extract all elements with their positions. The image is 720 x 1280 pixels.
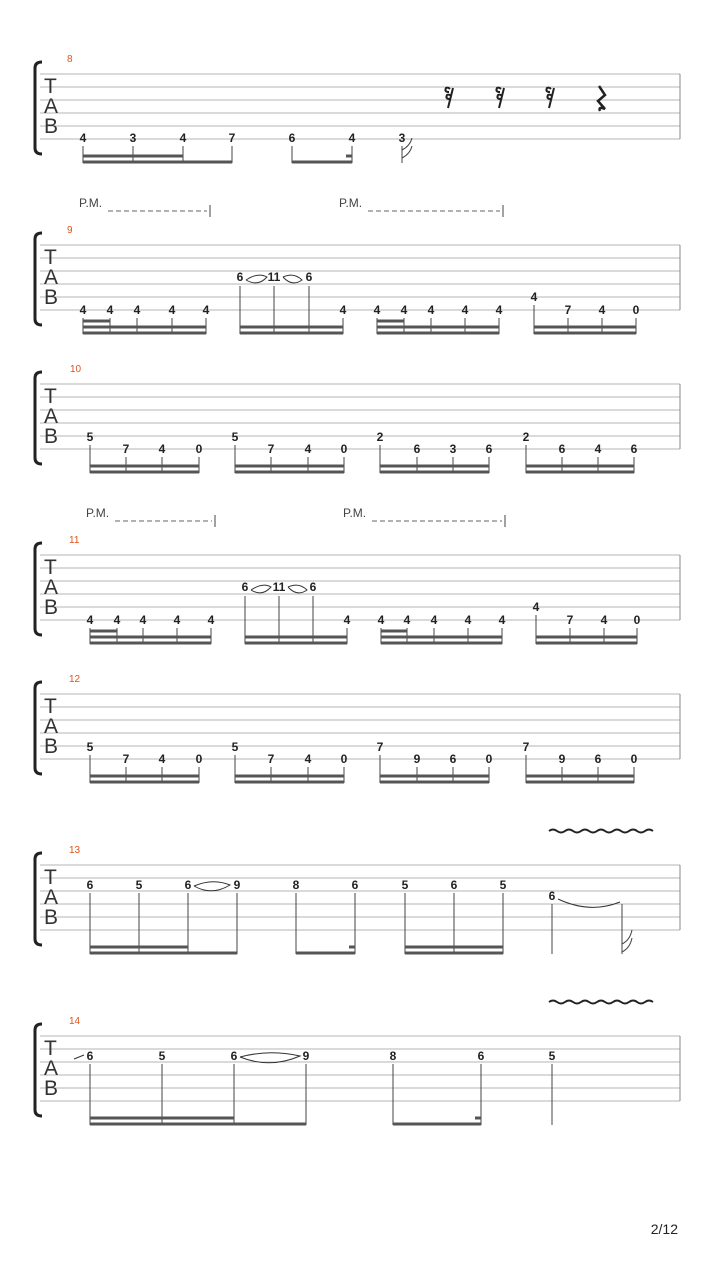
fret-number: 2: [376, 430, 384, 444]
tab-clef-b: B: [44, 115, 59, 138]
fret-number: 6: [309, 580, 317, 594]
fret-number: 5: [135, 878, 143, 892]
fret-number: 6: [477, 1049, 485, 1063]
tab-clef-b: B: [44, 425, 59, 448]
fret-number: 6: [305, 270, 313, 284]
fret-number: 0: [340, 442, 348, 456]
fret-number: 4: [594, 442, 602, 456]
fret-number: 7: [122, 442, 130, 456]
tab-clef-a: A: [44, 886, 59, 909]
fret-number: 4: [173, 613, 181, 627]
fret-number: 4: [304, 752, 312, 766]
tab-clef-a: A: [44, 405, 59, 428]
fret-number: 6: [241, 580, 249, 594]
fret-number: 0: [632, 303, 640, 317]
fret-number: 5: [231, 430, 239, 444]
fret-number: 6: [236, 270, 244, 284]
fret-number: 6: [630, 442, 638, 456]
fret-number: 4: [139, 613, 147, 627]
rhythm-stems: [90, 1064, 552, 1125]
staff-lines: [40, 865, 680, 930]
fret-number: 4: [106, 303, 114, 317]
fret-number: 5: [158, 1049, 166, 1063]
measure-number: 9: [67, 225, 73, 236]
fret-number: 5: [401, 878, 409, 892]
page-number: 2/12: [650, 1221, 678, 1237]
system-bracket: [35, 682, 42, 774]
system-bracket: [35, 1024, 42, 1116]
fret-number: 4: [377, 613, 385, 627]
fret-number: 8: [389, 1049, 397, 1063]
measure-number: 14: [69, 1016, 81, 1027]
vibrato-icon: [549, 1001, 653, 1004]
fret-number: 4: [158, 442, 166, 456]
fret-number: 0: [630, 752, 638, 766]
fret-number: 4: [113, 613, 121, 627]
fret-number: 3: [129, 131, 137, 145]
tab-clef-t: T: [44, 695, 57, 718]
fret-number: 7: [122, 752, 130, 766]
tab-clef-t: T: [44, 385, 57, 408]
fret-number: 7: [228, 131, 236, 145]
palm-mute-label: P.M.: [86, 506, 110, 520]
fret-number: 4: [430, 613, 438, 627]
fret-number: 0: [195, 752, 203, 766]
fret-number: 4: [343, 613, 351, 627]
fret-number: 4: [498, 613, 506, 627]
fret-number: 11: [272, 580, 286, 594]
fret-number: 4: [79, 303, 87, 317]
fret-number: 7: [566, 613, 574, 627]
fret-number: 4: [86, 613, 94, 627]
fret-number: 5: [86, 740, 94, 754]
palm-mute-label: P.M.: [79, 196, 103, 210]
fret-number: 6: [449, 752, 457, 766]
fret-number: 4: [530, 290, 538, 304]
palm-mute-label: P.M.: [339, 196, 363, 210]
fret-number: 4: [133, 303, 141, 317]
fret-number: 4: [403, 613, 411, 627]
system-bracket: [35, 62, 42, 154]
staff-lines: [40, 694, 680, 759]
tab-clef-t: T: [44, 556, 57, 579]
tab-clef-a: A: [44, 576, 59, 599]
palm-mute-label: P.M.: [343, 506, 367, 520]
fret-number: 7: [267, 442, 275, 456]
tab-clef-b: B: [44, 596, 59, 619]
fret-number: 4: [427, 303, 435, 317]
measure-number: 10: [70, 364, 82, 375]
system-measure-8: [35, 54, 680, 163]
staff-lines: [40, 74, 680, 139]
tab-clef-t: T: [44, 866, 57, 889]
fret-number: 4: [79, 131, 87, 145]
fret-number: 4: [207, 613, 215, 627]
tab-clef-a: A: [44, 95, 59, 118]
slide-in: [74, 1055, 84, 1059]
fret-number: 0: [195, 442, 203, 456]
rest-symbols: [445, 86, 605, 111]
fret-number: 4: [532, 600, 540, 614]
measure-number: 11: [69, 535, 80, 546]
measure-number: 13: [69, 845, 81, 856]
fret-number: 6: [230, 1049, 238, 1063]
system-measure-9: [35, 196, 680, 334]
tab-clef-t: T: [44, 1037, 57, 1060]
system-measure-12: [35, 674, 680, 783]
fret-number: 4: [598, 303, 606, 317]
fret-number: 5: [231, 740, 239, 754]
fret-number: 6: [351, 878, 359, 892]
fret-number: 6: [184, 878, 192, 892]
system-measure-13: [35, 830, 680, 955]
system-bracket: [35, 543, 42, 635]
tab-clef-a: A: [44, 1057, 59, 1080]
measure-number: 8: [67, 54, 73, 65]
fret-number: 6: [86, 878, 94, 892]
fret-number: 4: [373, 303, 381, 317]
fret-number: 5: [86, 430, 94, 444]
fret-number: 4: [179, 131, 187, 145]
fret-number: 6: [86, 1049, 94, 1063]
fret-number: 11: [267, 270, 281, 284]
fret-number: 4: [168, 303, 176, 317]
fret-number: 9: [558, 752, 566, 766]
fret-number: 6: [288, 131, 296, 145]
fret-number: 5: [548, 1049, 556, 1063]
fret-number: 9: [413, 752, 421, 766]
fret-number: 4: [158, 752, 166, 766]
fret-number: 6: [548, 889, 556, 903]
system-bracket: [35, 853, 42, 945]
tab-clef-a: A: [44, 715, 59, 738]
tab-clef-t: T: [44, 75, 57, 98]
fret-number: 9: [233, 878, 241, 892]
fret-number: 6: [413, 442, 421, 456]
vibrato-icon: [549, 830, 653, 833]
staff-lines: [40, 384, 680, 449]
fret-number: 4: [461, 303, 469, 317]
fret-number: 4: [464, 613, 472, 627]
staff-lines: [40, 1036, 680, 1101]
measure-number: 12: [69, 674, 81, 685]
system-bracket: [35, 372, 42, 464]
fret-number: 4: [495, 303, 503, 317]
fret-number: 3: [398, 131, 406, 145]
fret-number: 4: [600, 613, 608, 627]
fret-number: 7: [522, 740, 530, 754]
system-bracket: [35, 233, 42, 325]
fret-number: 2: [522, 430, 530, 444]
fret-number: 0: [633, 613, 641, 627]
fret-number: 6: [485, 442, 493, 456]
fret-number: 8: [292, 878, 300, 892]
fret-number: 4: [348, 131, 356, 145]
tab-clef-b: B: [44, 906, 59, 929]
tab-clef-a: A: [44, 266, 59, 289]
fret-number: 0: [340, 752, 348, 766]
fret-number: 4: [400, 303, 408, 317]
system-measure-14: [35, 1001, 680, 1126]
fret-number: 5: [499, 878, 507, 892]
staff-lines: [40, 245, 680, 310]
fret-number: 6: [594, 752, 602, 766]
fret-number: 4: [339, 303, 347, 317]
tab-clef-t: T: [44, 246, 57, 269]
fret-number: 7: [564, 303, 572, 317]
slurs: [240, 1053, 300, 1063]
staff-lines: [40, 555, 680, 620]
fret-number: 9: [302, 1049, 310, 1063]
fret-number: 4: [304, 442, 312, 456]
fret-number: 7: [267, 752, 275, 766]
system-measure-10: [35, 364, 680, 473]
tab-clef-b: B: [44, 286, 59, 309]
fret-number: 0: [485, 752, 493, 766]
fret-number: 4: [202, 303, 210, 317]
tab-clef-b: B: [44, 1077, 59, 1100]
fret-number: 6: [450, 878, 458, 892]
fret-number: 3: [449, 442, 457, 456]
fret-number: 7: [376, 740, 384, 754]
fret-number: 6: [558, 442, 566, 456]
tab-clef-b: B: [44, 735, 59, 758]
system-measure-11: [35, 506, 680, 644]
